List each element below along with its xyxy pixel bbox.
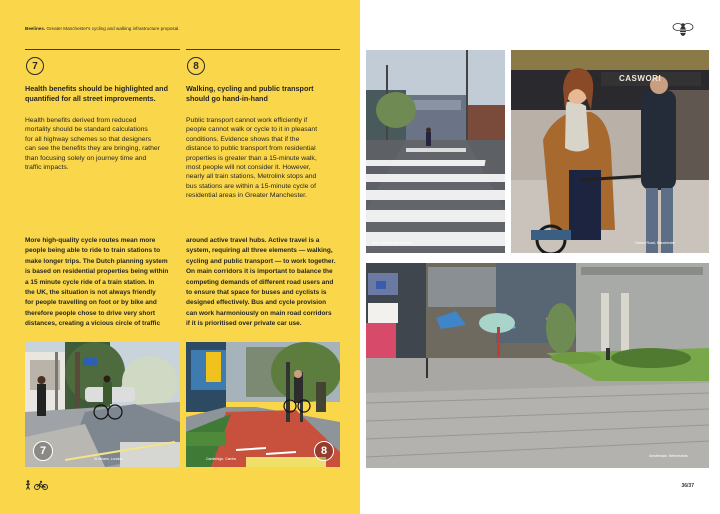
document-header: Beelines. Greater Manchester's cycling and walking infrastructure proposal. — [25, 26, 180, 31]
right-page — [360, 0, 720, 514]
photo-left1-caption: St Albans, London — [94, 457, 123, 461]
divider-col1 — [25, 49, 180, 50]
photo-8-badge: 8 — [314, 441, 334, 461]
section-7-body: Health benefits derived from reduced mortality should be standard calculations for all highway schemes so that designers can see the benefits they are bringing, rather than focusing solely on journey time and traffic impacts. — [25, 117, 160, 172]
section-7-number: 7 — [26, 57, 44, 75]
manchester-bee-logo-icon — [672, 22, 694, 43]
photo-cycle-path-junction — [25, 342, 180, 467]
divider-col2 — [186, 49, 340, 50]
section-8-number: 8 — [187, 57, 205, 75]
photo-cyclist-caption: Oxford Road, Manchester — [635, 241, 676, 245]
photo-zebra-crossing — [366, 50, 505, 253]
photo-plaza-caption: Amsterdam, Netherlands — [649, 454, 688, 458]
bold-paragraph-col1: More high-quality cycle routes mean more people being able to ride to train stations to make longer trips. The Dutch planning system is based on residential properties being within a 15 minute cycle ride of a train station. In the UK, the situation is not always friendly for people travelling on foot or by bike and therefore people chose to drive very short distances, creating a vicious circle of traffic — [25, 237, 169, 328]
bold-paragraph-col2: around active travel hubs. Active travel is a system, requiring all three elements — walking, cycling and public transport — to work together. On main corridors it is important to balance the competing demands of different road users and to ensure that space for buses and cyclists is designed effectively. Bus and cycle provision can work harmoniously on main road corridors if it is prioritised over private car use. — [186, 237, 336, 328]
section-8-body: Public transport cannot work efficiently if people cannot walk or cycle to it in pleasant conditions. Evidence shows that if the distance to public transport from residential properties is greater than a 15-minute walk, most people will not consider it. However, nearly all train stations, Metrolink stops and bus stations are within a 15-minute cycle of residential areas in Greater Manchester. — [186, 117, 318, 200]
storefront-sign: CASWORI — [619, 74, 662, 83]
photo-7-badge: 7 — [33, 441, 53, 461]
photo-left2-caption: Cambridge, Cambs — [206, 457, 237, 461]
photo-smiling-cyclist — [511, 50, 709, 253]
photo-red-cycle-lane — [186, 342, 340, 467]
walking-cycling-pictogram-icon — [25, 477, 49, 495]
photo-crossing-caption: Bury, Greater Manchester — [372, 241, 413, 245]
photo-pedestrian-plaza — [366, 263, 709, 468]
page-number: 36/37 — [681, 483, 694, 489]
section-8-title: Walking, cycling and public transport should go hand-in-hand — [186, 84, 314, 103]
section-7-title: Health benefits should be highlighted and quantified for all street improvements. — [25, 84, 168, 103]
